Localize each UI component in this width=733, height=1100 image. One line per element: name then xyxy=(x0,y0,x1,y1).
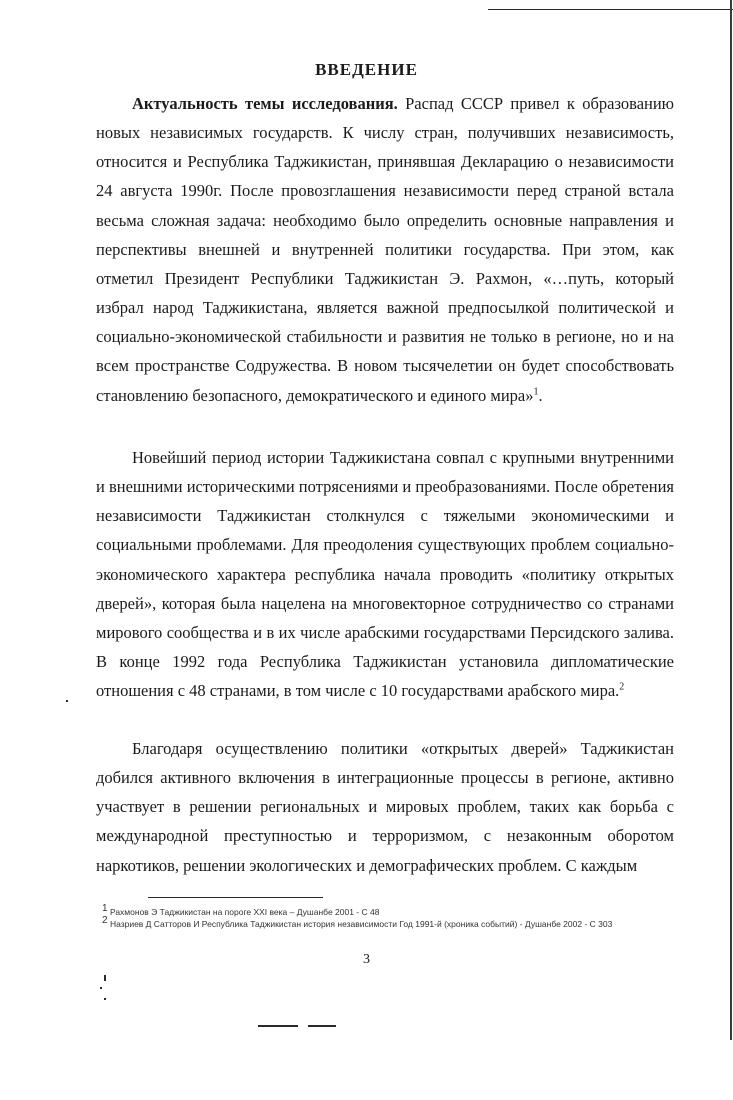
paragraph-recent-history xyxy=(96,443,674,705)
paragraph-end: . xyxy=(538,385,543,405)
scan-speck xyxy=(104,975,106,981)
footnote-ref: 1 xyxy=(533,386,539,398)
paragraph-text: Новейший период истории Таджикистана совпал с крупными внутренними и внешними историческими потрясениями и преобразованиями. После обретения независимости Таджикистан столкнулся с тяжелыми экономическими и социальными проблемами. Для преодоления существующих проблем социально-экономического характера республика начала проводить «политику открытых дверей», которая была нацелена на многовекторное сотрудничество со странами мирового сообщества и в их числе арабскими государствами Персидского залива. В конце 1992 года Республика Таджикистан установила дипломатические отношения с 48 странами, в том числе с 10 государствами арабского мира. xyxy=(96,448,674,701)
paragraph-open-doors-policy xyxy=(96,734,674,880)
footnote xyxy=(102,915,692,930)
footnote-mark: 2 xyxy=(102,915,108,927)
paragraph-relevance xyxy=(96,89,674,410)
footnote-text: Рахмонов Э Таджикистан на пороге XXI века – Душанбе 2001 - С 48 xyxy=(109,907,380,917)
scan-right-edge xyxy=(730,0,732,1040)
footnote xyxy=(102,903,692,918)
footnote-mark: 1 xyxy=(102,903,108,915)
scan-top-rule xyxy=(488,9,733,10)
paragraph-text: Благодаря осуществлению политики «открытых дверей» Таджикистан добился активного включения в интеграционные процессы в регионе, активно участвует в решении региональных и мировых проблем, таких как борьба с международной преступностью и терроризмом, с незаконным оборотом наркотиков, решении экологических и демографических проблем. С каждым xyxy=(96,739,674,875)
paragraph-text: Распад СССР привел к образованию новых независимых государств. К числу стран, получивших независимость, относится и Республика Таджикистан, принявшая Декларацию о независимости 24 августа 1990г. После провозглашения независимости перед страной встала весьма сложная задача: необходимо было определить основные направления и перспективы внешней и внутренней политики государства. При этом, как отметил Президент Республики Таджикистан Э. Рахмон, «…путь, который избрал народ Таджикистана, является важной предпосылкой политической и социально-экономической стабильности и развития не только в регионе, но и на всем пространстве Содружества. В новом тысячелетии он будет способствовать становлению безопасного, демократического и единого мира» xyxy=(96,94,674,405)
footnote-ref: 2 xyxy=(619,681,625,693)
footnote-text: Назриев Д Сатторов И Республика Таджикистан история независимости Год 1991-й (хроника событий) - Душанбе 2002 - С 303 xyxy=(109,919,613,929)
scan-speck xyxy=(66,700,68,702)
footnote-separator xyxy=(148,897,323,898)
scan-speck xyxy=(100,987,102,989)
scan-speck xyxy=(104,998,106,1000)
scan-bottom-dash xyxy=(308,1025,336,1027)
page-number: 3 xyxy=(363,952,370,967)
paragraph-lead-heading: Актуальность темы исследования. xyxy=(132,94,398,113)
scan-bottom-dash xyxy=(258,1025,298,1027)
document-title: ВВЕДЕНИЕ xyxy=(315,60,418,79)
